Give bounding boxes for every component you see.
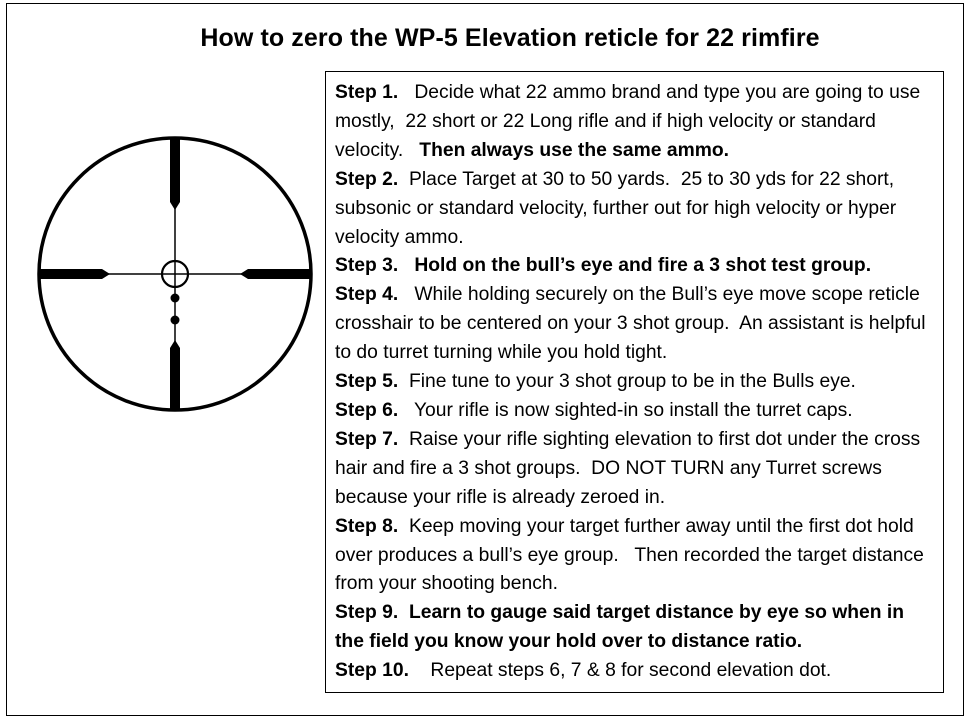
step-label: Step 2. xyxy=(335,168,399,190)
step-label: Step 7. xyxy=(335,428,399,450)
step-emphasis: Then always use the same ammo. xyxy=(419,139,729,161)
step-text: While holding securely on the Bull’s eye move scope reticle crosshair to be centered on your 3 shot group. An assistant is helpful to do turret turning while you hold tight. xyxy=(335,284,931,364)
step-text: Learn to gauge said target distance by eye so when in the field you know your hold over to distance ratio. xyxy=(335,602,910,653)
step-label: Step 4. xyxy=(335,284,399,306)
step-text: Decide what 22 ammo brand and type you are going to use mostly, 22 short or 22 Long rifle and if high velocity or standard velocity. xyxy=(335,82,926,161)
reticle-post-left xyxy=(40,269,110,279)
step-1 xyxy=(335,79,935,166)
step-7 xyxy=(335,426,935,513)
page-title: How to zero the WP-5 Elevation reticle for 22 rimfire xyxy=(200,24,820,52)
reticle-post-top xyxy=(170,139,180,210)
step-label: Step 8. xyxy=(335,515,399,537)
step-2 xyxy=(335,166,935,253)
step-10 xyxy=(335,657,935,686)
steps-panel xyxy=(325,71,944,693)
step-4 xyxy=(335,281,935,368)
step-label: Step 10. xyxy=(335,660,409,682)
step-9 xyxy=(335,599,935,657)
reticle-elevation-dot xyxy=(171,316,180,325)
step-label: Step 3. xyxy=(335,255,399,277)
step-text: Hold on the bull’s eye and fire a 3 shot test group. xyxy=(414,255,872,277)
step-8 xyxy=(335,513,935,600)
step-6 xyxy=(335,397,935,426)
reticle-elevation-dot xyxy=(171,294,180,303)
step-text: Fine tune to your 3 shot group to be in the Bulls eye. xyxy=(408,371,856,393)
step-label: Step 5. xyxy=(335,371,399,393)
reticle-post-right xyxy=(240,269,310,279)
reticle-diagram xyxy=(30,130,322,422)
step-3 xyxy=(335,252,935,281)
step-label: Step 6. xyxy=(335,399,399,421)
step-text: Your rifle is now sighted-in so install the turret caps. xyxy=(413,399,853,421)
step-5 xyxy=(335,368,935,397)
step-text: Repeat steps 6, 7 & 8 for second elevation dot. xyxy=(430,660,832,682)
step-label: Step 1. xyxy=(335,82,399,103)
step-text: Raise your rifle sighting elevation to first dot under the cross hair and fire a 3 shot groups. DO NOT TURN any Turret screws because your rifle is already zeroed in. xyxy=(335,428,926,508)
reticle-post-bottom xyxy=(170,340,180,410)
step-text: Place Target at 30 to 50 yards. 25 to 30 yds for 22 short, subsonic or standard velocity, further out for high velocity or hyper velocity ammo. xyxy=(335,168,902,248)
step-label: Step 9. xyxy=(335,602,399,624)
step-text: Keep moving your target further away until the first dot hold over produces a bull’s eye group. Then recorded the target distance from your shooting bench. xyxy=(335,515,930,595)
